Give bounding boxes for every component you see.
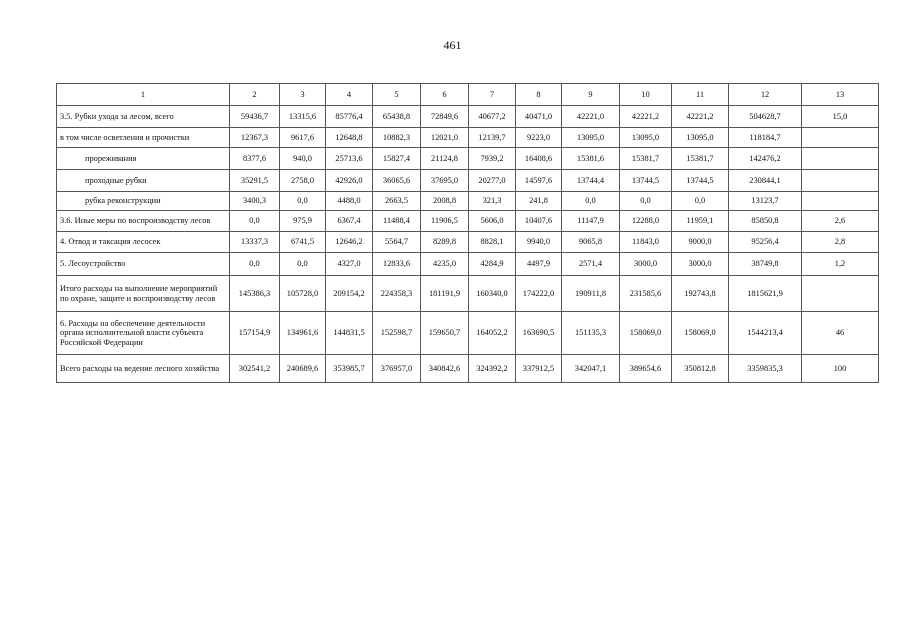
- table-row: [57, 276, 879, 312]
- table-cell: 159650,7: [421, 312, 469, 355]
- table-cell: 142476,2: [729, 148, 802, 170]
- table-cell: 85776,4: [326, 106, 373, 128]
- table-row: [57, 170, 879, 192]
- table-cell: 9617,6: [280, 128, 326, 148]
- table-row: [57, 232, 879, 253]
- table-cell: 13337,3: [230, 232, 280, 253]
- table-cell: 231585,6: [620, 276, 672, 312]
- table-cell: 11906,5: [421, 211, 469, 232]
- table-cell: 14597,6: [516, 170, 562, 192]
- row-label: в том числе осветления и прочистки: [57, 128, 230, 148]
- table-cell: 0,0: [562, 192, 620, 211]
- row-label: рубка реконструкции: [57, 192, 230, 211]
- table-cell: 42221,0: [562, 106, 620, 128]
- table-cell: 3000,0: [672, 253, 729, 276]
- table-cell: [802, 192, 879, 211]
- table-cell: [802, 170, 879, 192]
- table-cell: 975,9: [280, 211, 326, 232]
- table-cell: 151135,3: [562, 312, 620, 355]
- table-cell: 40471,0: [516, 106, 562, 128]
- table-cell: 134961,6: [280, 312, 326, 355]
- table-cell: 12139,7: [469, 128, 516, 148]
- table-cell: 1,2: [802, 253, 879, 276]
- table-cell: [802, 276, 879, 312]
- table-cell: 0,0: [280, 253, 326, 276]
- table-row: [57, 312, 879, 355]
- table-cell: 25713,6: [326, 148, 373, 170]
- table-cell: 9000,0: [672, 232, 729, 253]
- table-cell: 59436,7: [230, 106, 280, 128]
- table-cell: 0,0: [672, 192, 729, 211]
- table-cell: 324392,2: [469, 355, 516, 383]
- row-label: проходные рубки: [57, 170, 230, 192]
- table-cell: 4488,0: [326, 192, 373, 211]
- column-header: 5: [373, 84, 421, 106]
- table-cell: 13315,6: [280, 106, 326, 128]
- table-cell: 8377,6: [230, 148, 280, 170]
- table-cell: 1544213,4: [729, 312, 802, 355]
- table-cell: 340842,6: [421, 355, 469, 383]
- table-cell: [802, 148, 879, 170]
- table-cell: 224358,3: [373, 276, 421, 312]
- table-cell: 2758,0: [280, 170, 326, 192]
- table-cell: 6741,5: [280, 232, 326, 253]
- row-label: 6. Расходы на обеспечение деятельности органа исполнительной власти субъекта Российской Федерации: [57, 312, 230, 355]
- table-cell: 230844,1: [729, 170, 802, 192]
- table-cell: 21124,8: [421, 148, 469, 170]
- table-cell: 40677,2: [469, 106, 516, 128]
- table-cell: 15381,6: [562, 148, 620, 170]
- column-header: 12: [729, 84, 802, 106]
- table-row: [57, 192, 879, 211]
- table-cell: 1815621,9: [729, 276, 802, 312]
- column-header: 2: [230, 84, 280, 106]
- table-cell: 3359835,3: [729, 355, 802, 383]
- table-cell: 46: [802, 312, 879, 355]
- table-cell: 5564,7: [373, 232, 421, 253]
- table-cell: 2008,8: [421, 192, 469, 211]
- table-cell: 9940,0: [516, 232, 562, 253]
- table-cell: 20277,0: [469, 170, 516, 192]
- table-cell: 353985,7: [326, 355, 373, 383]
- table-cell: 157154,9: [230, 312, 280, 355]
- table-cell: 240689,6: [280, 355, 326, 383]
- table-cell: 12367,3: [230, 128, 280, 148]
- table-cell: 0,0: [620, 192, 672, 211]
- table-cell: 13123,7: [729, 192, 802, 211]
- table-cell: 72849,6: [421, 106, 469, 128]
- table-cell: 12646,2: [326, 232, 373, 253]
- table-cell: 389654,6: [620, 355, 672, 383]
- row-label: 3.5. Рубки ухода за лесом, всего: [57, 106, 230, 128]
- table-cell: 3000,0: [620, 253, 672, 276]
- table-cell: 158069,0: [672, 312, 729, 355]
- table-cell: 163690,5: [516, 312, 562, 355]
- table-cell: 144831,5: [326, 312, 373, 355]
- table-cell: 42926,0: [326, 170, 373, 192]
- table-cell: 145386,3: [230, 276, 280, 312]
- table-row: [57, 211, 879, 232]
- table-cell: 504628,7: [729, 106, 802, 128]
- table-cell: 4497,9: [516, 253, 562, 276]
- table-cell: 0,0: [230, 253, 280, 276]
- table-cell: 13744,5: [672, 170, 729, 192]
- column-header: 8: [516, 84, 562, 106]
- table-cell: 100: [802, 355, 879, 383]
- table-cell: 241,8: [516, 192, 562, 211]
- table-cell: 35291,5: [230, 170, 280, 192]
- table-cell: 11147,9: [562, 211, 620, 232]
- row-label: прореживания: [57, 148, 230, 170]
- table-cell: 13095,0: [562, 128, 620, 148]
- column-header: 3: [280, 84, 326, 106]
- column-header: 13: [802, 84, 879, 106]
- table-cell: 15,0: [802, 106, 879, 128]
- table-cell: 2663,5: [373, 192, 421, 211]
- page-number: 461: [443, 38, 462, 52]
- table-cell: 13095,0: [672, 128, 729, 148]
- column-header: 4: [326, 84, 373, 106]
- table-cell: 13095,0: [620, 128, 672, 148]
- table-cell: 65438,8: [373, 106, 421, 128]
- table-cell: 4235,0: [421, 253, 469, 276]
- table-cell: 11843,0: [620, 232, 672, 253]
- table-cell: 13744,4: [562, 170, 620, 192]
- column-header: 1: [57, 84, 230, 106]
- table-cell: 9223,0: [516, 128, 562, 148]
- table-cell: 192743,8: [672, 276, 729, 312]
- table-cell: 4284,9: [469, 253, 516, 276]
- table-cell: 0,0: [230, 211, 280, 232]
- table-cell: 42221,2: [672, 106, 729, 128]
- table-cell: 13744,5: [620, 170, 672, 192]
- table-cell: 105728,0: [280, 276, 326, 312]
- row-label: 4. Отвод и таксация лесосек: [57, 232, 230, 253]
- row-label: 3.6. Иные меры по воспроизводству лесов: [57, 211, 230, 232]
- table-cell: 10407,6: [516, 211, 562, 232]
- table-header-row: [57, 84, 879, 106]
- table-cell: 158069,0: [620, 312, 672, 355]
- table-cell: 376957,0: [373, 355, 421, 383]
- table-cell: 2,8: [802, 232, 879, 253]
- table-cell: 174222,0: [516, 276, 562, 312]
- column-header: 7: [469, 84, 516, 106]
- table-cell: 118184,7: [729, 128, 802, 148]
- table-cell: 15381,7: [672, 148, 729, 170]
- table-cell: 321,3: [469, 192, 516, 211]
- table-cell: 8289,8: [421, 232, 469, 253]
- row-label: Всего расходы на ведение лесного хозяйства: [57, 355, 230, 383]
- table-cell: 6367,4: [326, 211, 373, 232]
- table-cell: 15381,7: [620, 148, 672, 170]
- table-cell: 38749,8: [729, 253, 802, 276]
- table-cell: 209154,2: [326, 276, 373, 312]
- table-cell: 3400,3: [230, 192, 280, 211]
- table-cell: 36065,6: [373, 170, 421, 192]
- table-cell: 7939,2: [469, 148, 516, 170]
- table-cell: 2571,4: [562, 253, 620, 276]
- table-cell: 11959,1: [672, 211, 729, 232]
- row-label: Итого расходы на выполнение мероприятий по охране, защите и воспроизводству лесов: [57, 276, 230, 312]
- table-cell: 9065,8: [562, 232, 620, 253]
- column-header: 10: [620, 84, 672, 106]
- table-cell: 10882,3: [373, 128, 421, 148]
- table-row: [57, 355, 879, 383]
- row-label: 5. Лесоустройство: [57, 253, 230, 276]
- table-cell: 42221,2: [620, 106, 672, 128]
- table-cell: 164052,2: [469, 312, 516, 355]
- table-cell: 4327,0: [326, 253, 373, 276]
- table-cell: 12833,6: [373, 253, 421, 276]
- table-cell: 16408,6: [516, 148, 562, 170]
- table-cell: [802, 128, 879, 148]
- table-cell: 95256,4: [729, 232, 802, 253]
- expenses-table: [56, 83, 879, 383]
- table-cell: 11488,4: [373, 211, 421, 232]
- table-cell: 350812,8: [672, 355, 729, 383]
- table-cell: 152598,7: [373, 312, 421, 355]
- table-cell: 85850,8: [729, 211, 802, 232]
- table-cell: 37695,0: [421, 170, 469, 192]
- table-row: [57, 128, 879, 148]
- table-cell: 2,6: [802, 211, 879, 232]
- table-row: [57, 253, 879, 276]
- table-cell: 5606,0: [469, 211, 516, 232]
- table-cell: 337912,5: [516, 355, 562, 383]
- table-cell: 0,0: [280, 192, 326, 211]
- table-row: [57, 148, 879, 170]
- table-cell: 940,0: [280, 148, 326, 170]
- table-cell: 12648,8: [326, 128, 373, 148]
- column-header: 11: [672, 84, 729, 106]
- table-cell: 15827,4: [373, 148, 421, 170]
- table-row: [57, 106, 879, 128]
- table-cell: 12288,0: [620, 211, 672, 232]
- column-header: 6: [421, 84, 469, 106]
- table-cell: 302541,2: [230, 355, 280, 383]
- table-cell: 181191,9: [421, 276, 469, 312]
- table-cell: 342047,1: [562, 355, 620, 383]
- table-cell: 190911,8: [562, 276, 620, 312]
- table-cell: 12021,0: [421, 128, 469, 148]
- column-header: 9: [562, 84, 620, 106]
- table-cell: 8828,1: [469, 232, 516, 253]
- table-cell: 160340,0: [469, 276, 516, 312]
